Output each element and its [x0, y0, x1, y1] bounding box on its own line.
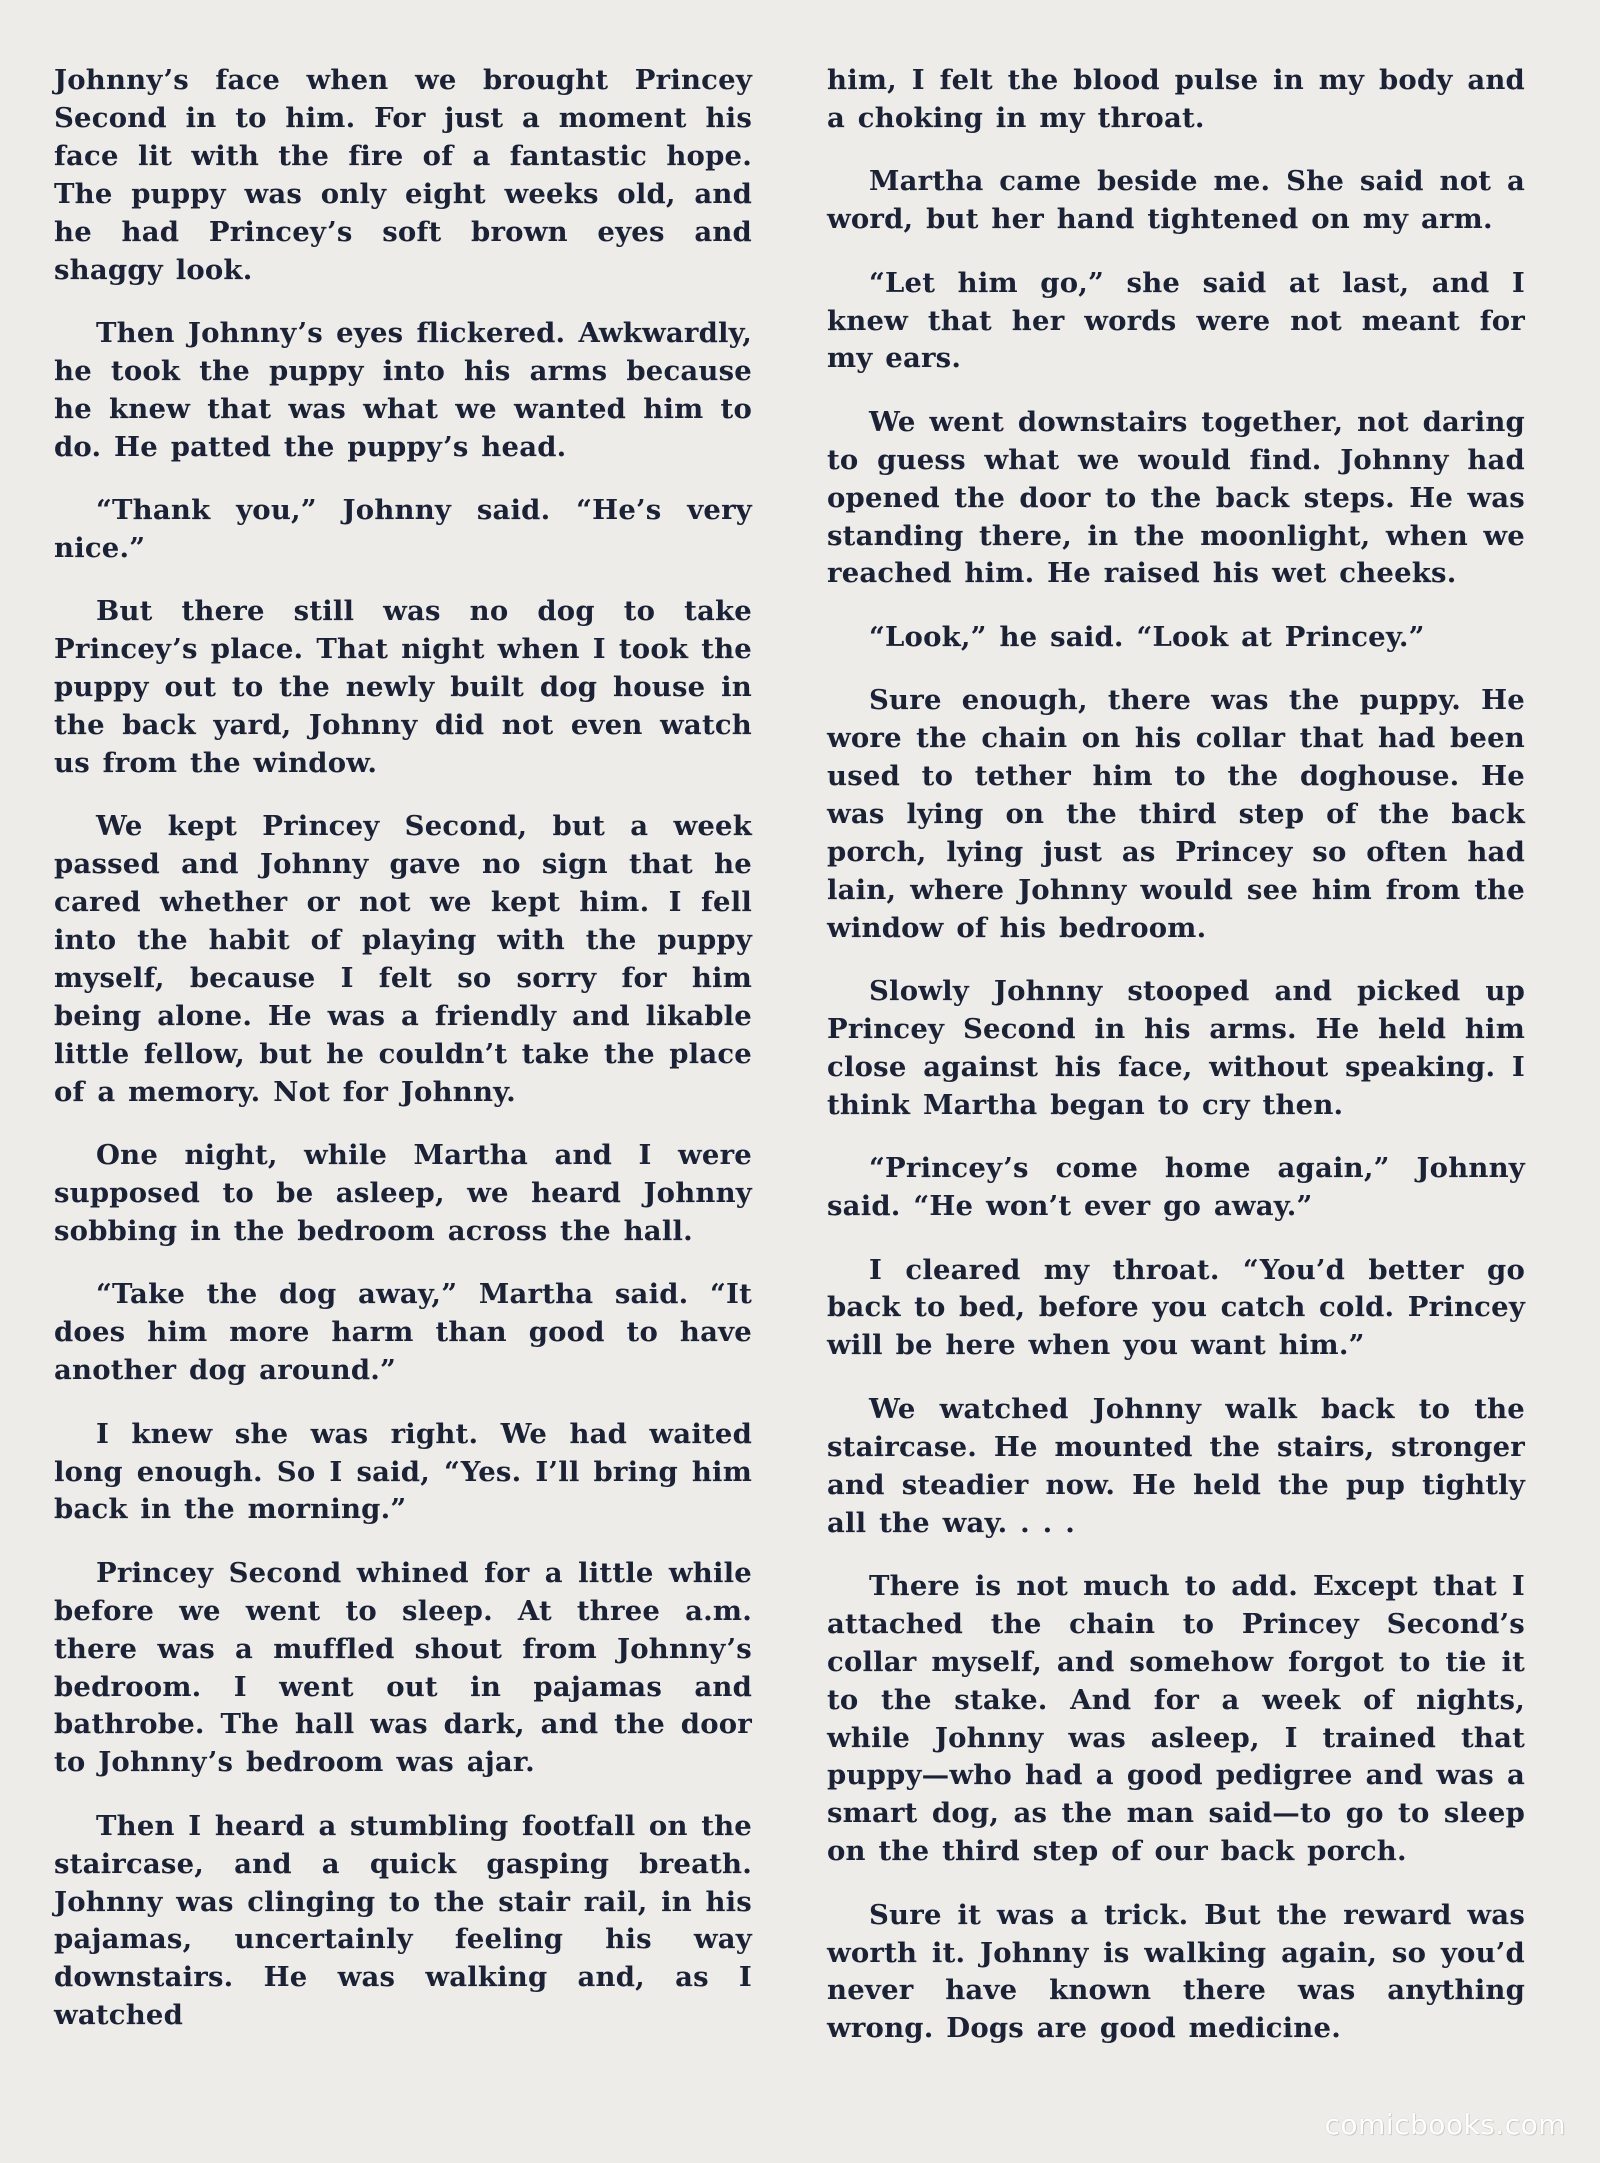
- paragraph: “Princey’s come home again,” Johnny said. “He won’t ever go away.”: [827, 1152, 1525, 1223]
- paragraph: One night, while Martha and I were supposed to be asleep, we heard Johnny sobbing in the bedroom across the hall.: [54, 1139, 752, 1247]
- paragraph: him, I felt the blood pulse in my body and a choking in my throat.: [827, 64, 1525, 134]
- paragraph: We went downstairs together, not daring to guess what we would find. Johnny had opened the door to the back steps. He was standing there, in the moonlight, when we reached him. He raised his wet cheeks.: [827, 405, 1525, 590]
- right-column: [827, 62, 1525, 2074]
- paragraph: We kept Princey Second, but a week passed and Johnny gave no sign that he cared whether or not we kept him. I fell into the habit of playing with the puppy myself, because I felt so sorry for him being alone. He was a friendly and likable little fellow, but he couldn’t take the place of a memory. Not for Johnny.: [54, 810, 752, 1108]
- paragraph: Sure it was a trick. But the reward was worth it. Johnny is walking again, so you’d never have known there was anything wrong. Dogs are good medicine.: [827, 1898, 1525, 2045]
- paragraph: There is not much to add. Except that I attached the chain to Princey Second’s collar myself, and somehow forgot to tie it to the stake. And for a week of nights, while Johnny was asleep, I trained that puppy—who had a good pedigree and was a smart dog, as the man said—to go to sleep on the third step of our back porch.: [827, 1569, 1525, 1868]
- left-column: [54, 62, 752, 2061]
- paragraph: Johnny’s face when we brought Princey Second in to him. For just a moment his face lit with the fire of a fantastic hope. The puppy was only eight weeks old, and he had Princey’s soft brown eyes and shaggy look.: [54, 64, 752, 286]
- paragraph: “Look,” he said. “Look at Princey.”: [869, 620, 1425, 653]
- site-watermark: comicbooks.com: [1324, 2108, 1566, 2141]
- paragraph: Then I heard a stumbling footfall on the staircase, and a quick gasping breath. Johnny was clinging to the stair rail, in his pajamas, uncertainly feeling his way downstairs. He was walking and, as I watched: [54, 1809, 752, 2032]
- paragraph: We watched Johnny walk back to the staircase. He mounted the stairs, stronger and steadier now. He held the pup tightly all the way. . . .: [827, 1392, 1525, 1539]
- paragraph: “Let him go,” she said at last, and I knew that her words were not meant for my ears.: [827, 266, 1525, 375]
- paragraph: Then Johnny’s eyes flickered. Awkwardly, he took the puppy into his arms because he knew that was what we wanted him to do. He patted the puppy’s head.: [54, 316, 752, 463]
- paragraph: Slowly Johnny stooped and picked up Princey Second in his arms. He held him close against his face, without speaking. I think Martha began to cry then.: [827, 975, 1525, 1121]
- paragraph: Martha came beside me. She said not a word, but her hand tightened on my arm.: [827, 165, 1525, 236]
- paragraph: “Take the dog away,” Martha said. “It does him more harm than good to have another dog around.”: [54, 1278, 752, 1387]
- paragraph: Princey Second whined for a little while before we went to sleep. At three a.m. there was a muffled shout from Johnny’s bedroom. I went out in pajamas and bathrobe. The hall was dark, and the door to Johnny’s bedroom was ajar.: [54, 1556, 752, 1779]
- paragraph: I knew she was right. We had waited long enough. So I said, “Yes. I’ll bring him back in the morning.”: [54, 1417, 752, 1526]
- paragraph: “Thank you,” Johnny said. “He’s very nice.”: [54, 494, 752, 564]
- paragraph: Sure enough, there was the puppy. He wore the chain on his collar that had been used to tether him to the doghouse. He was lying on the third step of the back porch, lying just as Princey so often had lain, where Johnny would see him from the window of his bedroom.: [827, 684, 1525, 944]
- paragraph: But there still was no dog to take Princey’s place. That night when I took the puppy out to the newly built dog house in the back yard, Johnny did not even watch us from the window.: [54, 595, 752, 779]
- paragraph: I cleared my throat. “You’d better go back to bed, before you catch cold. Princey will be here when you want him.”: [827, 1253, 1525, 1362]
